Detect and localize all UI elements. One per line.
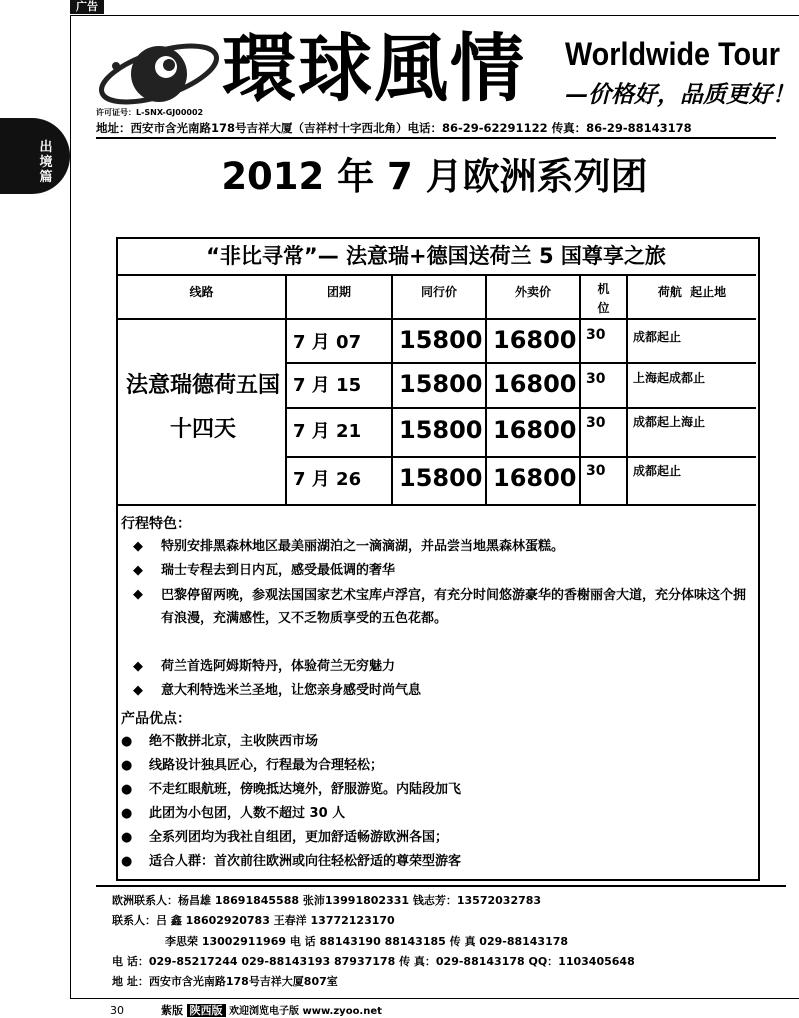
advantage-item: ● 此团为小包团，人数不超过 30 人 — [121, 803, 741, 824]
advantage-item: ● 适合人群：首次前往欧洲或向往轻松舒适的尊荣型游客 — [121, 851, 741, 872]
row-seats: 30 — [586, 371, 606, 387]
footer — [110, 1002, 382, 1018]
brand-english-name: Worldwide Tour — [565, 36, 780, 72]
row-date: 7 月 26 — [293, 469, 362, 490]
row-date: 7 月 07 — [293, 332, 362, 353]
circle-bullet-icon: ● — [121, 782, 133, 797]
tour-title: “非比寻常”— 法意瑞+德国送荷兰 5 国尊享之旅 — [206, 244, 666, 268]
feature-item: ◆ 瑞士专程去到日内瓦，感受最低调的奢华 — [133, 560, 753, 581]
row-departure: 上海起成都止 — [633, 371, 706, 385]
table-col-rule — [285, 274, 287, 506]
circle-bullet-icon: ● — [121, 854, 133, 869]
footer-brand-badge: 陕西版 — [187, 1004, 226, 1017]
row-peer-price: 15800 — [399, 464, 483, 492]
row-seats: 30 — [586, 327, 606, 343]
contacts-divider — [96, 885, 786, 887]
contact-persons-2: 李思荣 13002911969 电 话 88143190 88143185 传 真 029-88143178 — [165, 935, 569, 948]
row-departure: 成都起止 — [633, 330, 682, 344]
advantages-heading: 产品优点： — [121, 711, 191, 727]
feature-item: ◆ 巴黎停留两晚，参观法国国家艺术宝库卢浮宫，有充分时间悠游豪华的香榭丽舍大道，充分体味这个拥有浪漫，充满感性，又不乏物质享受的五色花都。 — [133, 584, 753, 630]
contact-persons: 联系人：吕 鑫 18602920783 王春洋 13772123170 — [112, 914, 395, 927]
ad-tag: 广告 — [70, 0, 104, 14]
col-header-route: 线路 — [189, 285, 214, 299]
row-seats: 30 — [586, 415, 606, 431]
col-header-peer-price: 同行价 — [420, 285, 457, 299]
col-header-seats: 机 位 — [597, 282, 610, 315]
advantage-item: ● 不走红眼航班，傍晚抵达境外，舒服游览。内陆段加飞 — [121, 779, 741, 800]
col-header-retail-price: 外卖价 — [514, 285, 551, 299]
brand-logo-icon — [96, 36, 222, 110]
frame-top-border — [70, 15, 799, 16]
page-title: 2012 年 7 月欧洲系列团 — [221, 155, 648, 198]
circle-bullet-icon: ● — [121, 830, 133, 845]
table-col-rule — [391, 274, 393, 506]
side-tab-label: 出境篇 — [39, 140, 53, 185]
diamond-bullet-icon: ◆ — [133, 587, 143, 602]
row-departure: 成都起止 — [633, 464, 682, 478]
diamond-bullet-icon: ◆ — [133, 563, 143, 578]
circle-bullet-icon: ● — [121, 758, 133, 773]
table-header-rule — [116, 318, 756, 320]
row-retail-price: 16800 — [493, 370, 577, 398]
table-top-rule — [116, 274, 756, 276]
table-col-rule — [485, 274, 487, 506]
row-date: 7 月 21 — [293, 421, 362, 442]
header-address: 地址：西安市含光南路178号吉祥大厦（吉祥村十字西北角）电话：86-29-62291122 传真：86-29-88143178 — [96, 121, 692, 135]
diamond-bullet-icon: ◆ — [133, 659, 143, 674]
features-heading: 行程特色： — [121, 516, 191, 532]
col-header-date: 团期 — [326, 285, 351, 299]
table-row-rule — [285, 456, 756, 458]
feature-item: ◆ 特别安排黑森林地区最美丽湖泊之一滴滴湖，并品尝当地黑森林蛋糕。 — [133, 536, 753, 557]
diamond-bullet-icon: ◆ — [133, 539, 143, 554]
row-date: 7 月 15 — [293, 375, 362, 396]
row-seats: 30 — [586, 463, 606, 479]
header-divider — [96, 137, 776, 139]
row-retail-price: 16800 — [493, 326, 577, 354]
row-departure: 成都起上海止 — [633, 415, 706, 429]
table-row-rule — [285, 362, 756, 364]
contact-address: 地 址：西安市含光南路178号吉祥大厦807室 — [112, 975, 338, 988]
row-retail-price: 16800 — [493, 416, 577, 444]
page-number: 30 — [110, 1004, 124, 1017]
advantage-item: ● 线路设计独具匠心，行程最为合理轻松； — [121, 755, 741, 776]
advantage-item: ● 全系列团均为我社自组团，更加舒适畅游欧洲各国； — [121, 827, 741, 848]
feature-item: ◆ 荷兰首选阿姆斯特丹，体验荷兰无穷魅力 — [133, 656, 753, 677]
diamond-bullet-icon: ◆ — [133, 683, 143, 698]
brand-title: 環球風情 — [222, 26, 526, 112]
side-tab — [0, 118, 70, 194]
table-col-rule — [626, 274, 628, 506]
feature-item: ◆ 意大利特选米兰圣地，让您亲身感受时尚气息 — [133, 680, 753, 701]
license-number: 许可证号：L-SNX-GJ00002 — [96, 108, 204, 117]
brand-slogan: —价格好，品质更好！ — [565, 81, 795, 108]
edition-label: 紫版 — [161, 1004, 183, 1017]
col-header-departure: 荷航 起止地 — [657, 285, 727, 299]
table-bottom-rule — [116, 504, 756, 506]
footer-link-text[interactable]: 欢迎浏览电子版 www.zyoo.net — [229, 1006, 382, 1017]
frame-bottom-border — [70, 998, 799, 999]
row-peer-price: 15800 — [399, 416, 483, 444]
table-row-rule — [285, 407, 756, 409]
circle-bullet-icon: ● — [121, 734, 133, 749]
advantage-item: ● 绝不散拼北京，主收陕西市场 — [121, 731, 741, 752]
row-retail-price: 16800 — [493, 464, 577, 492]
contact-europe: 欧洲联系人：杨昌雄 18691845588 张沛13991802331 钱志芳：13572032783 — [112, 894, 542, 907]
circle-bullet-icon: ● — [121, 806, 133, 821]
contact-phone: 电 话：029-85217244 029-88143193 87937178 传 真：029-88143178 QQ：1103405648 — [112, 955, 635, 968]
row-peer-price: 15800 — [399, 370, 483, 398]
route-name: 法意瑞德荷五国十四天 — [125, 373, 280, 442]
row-peer-price: 15800 — [399, 326, 483, 354]
